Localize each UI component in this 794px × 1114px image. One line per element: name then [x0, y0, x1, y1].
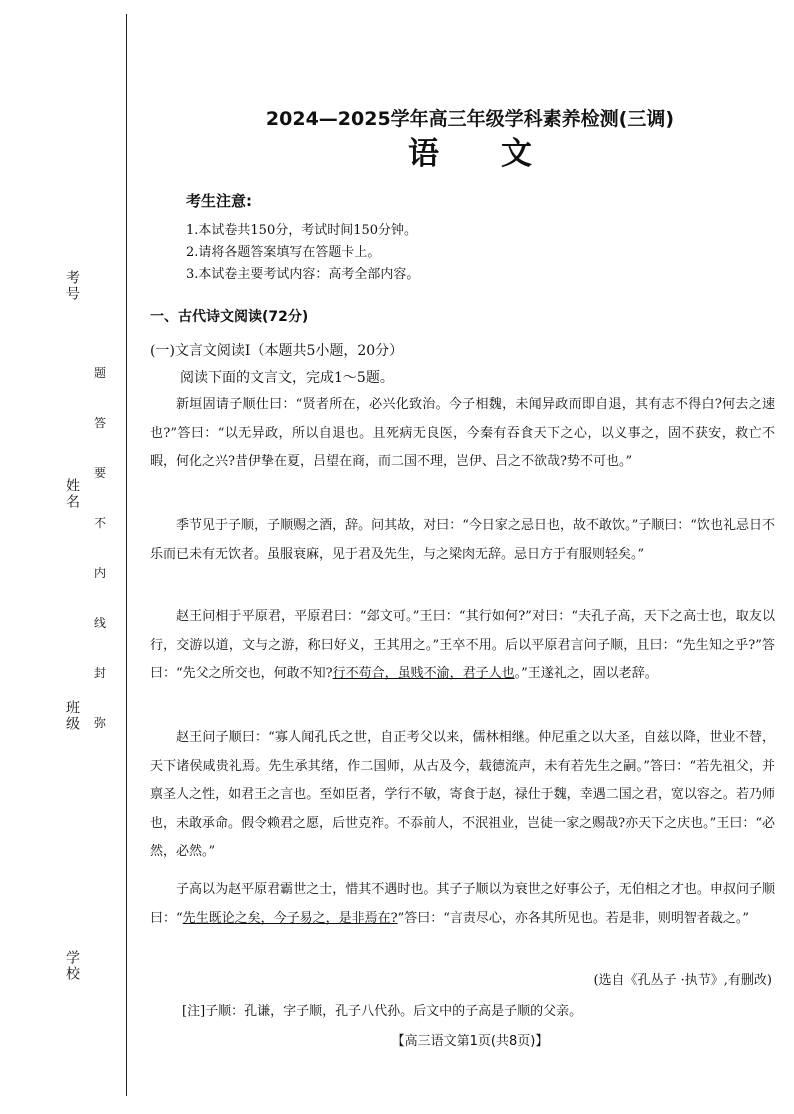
notice-heading: 考生注意: — [186, 192, 252, 210]
passage-text: ”答曰：“言责尽心，亦各其所见也。若是非，则明智者裁之。” — [397, 910, 750, 926]
passage-note: [注]子顺：孔谦，字子顺，孔子八代孙。后文中的子高是子顺的父亲。 — [182, 1004, 583, 1019]
seal-char: 线 — [94, 616, 107, 630]
seal-char: 内 — [94, 566, 107, 580]
passage-paragraph-1: 新垣固请子顺仕曰：“贤者所在，必兴化致治。今子相魏，未闻异政而即自退，其有志不得白?何去之速也?”答曰：“以无异政，所以自退也。且死病无良医，今秦有吞食天下之心，以义事之，固不获安，救亡不暇，何化之兴?昔伊挚在夏，吕望在商，而二国不理，岂伊、吕之不欲哉?势不可也。” — [150, 397, 775, 469]
notice-item: 3.本试卷主要考试内容：高考全部内容。 — [186, 267, 420, 282]
passage-text: 。”王遂礼之，固以老辞。 — [514, 666, 658, 681]
exam-number-label: 考号 — [64, 270, 80, 302]
passage-source: (选自《孔丛子 ·执节》,有删改) — [593, 973, 772, 988]
underlined-sentence-1: 行不苟合，虽贱不渝，君子人也 — [332, 666, 515, 681]
passage-text: 赵王问相于平原君，平原君曰：“郐文可。”王曰：“其行如何?”对曰：“夫孔子高，天下之高士也，取友以行，交游以道，文与之游，称曰好义，王其用之。”王卒不用。后以平原君言问子顺，且曰：“先生知之乎?”答曰：“先父之所交也，何敢不知? — [150, 609, 775, 681]
seal-char: 弥 — [94, 716, 107, 730]
binding-line — [126, 14, 127, 1096]
passage-paragraph-2: 季节见于子顺，子顺赐之酒，辞。问其故，对曰：“今日家之忌日也，故不敢饮。”子顺曰：“饮也礼忌日不乐而已未有无饮者。虽服衰麻，见于君及先生，与之梁肉无辞。忌日方于有服则轻矣。” — [150, 518, 775, 562]
passage-paragraph-5 — [150, 876, 775, 933]
school-label: 学校 — [64, 950, 80, 982]
seal-char: 封 — [94, 666, 107, 680]
name-label: 姓名 — [64, 478, 80, 510]
section-heading: 一、古代诗文阅读(72分) — [150, 309, 309, 325]
underlined-sentence-2: 先生既论之矣，今子易之，是非焉在? — [182, 910, 398, 926]
subject-title: 语文 — [408, 136, 594, 172]
class-label: 班级 — [64, 700, 80, 732]
seal-char: 题 — [94, 366, 107, 380]
seal-char: 要 — [94, 466, 107, 480]
seal-char: 不 — [94, 516, 107, 530]
exam-title: 2024—2025学年高三年级学科素养检测(三调) — [265, 108, 675, 130]
notice-item: 2.请将各题答案填写在答题卡上。 — [186, 245, 381, 260]
subsection-heading: (一)文言文阅读I（本题共5小题，20分） — [150, 343, 404, 359]
notice-item: 1.本试卷共150分，考试时间150分钟。 — [186, 223, 418, 238]
passage-paragraph-3 — [150, 603, 775, 689]
page-footer: 【高三语文第1页(共8页)】 — [391, 1034, 549, 1049]
passage-paragraph-4: 赵王问子顺曰：“寡人闻孔氏之世，自正考父以来，儒林相继。仲尼重之以大圣，自兹以降，世业不替，天下诸侯咸贵礼焉。先生承其绪，作二国师，从古及今，载德流声，未有若先生之嗣。”答曰：“若先祖父，并禀圣人之性，如君王之言也。至如臣者，学行不敏，寄食于赵，禄仕于魏，幸遇二国之君，宽以容之。若乃师也，未敢承命。假令赖君之愿，后世克祚。不忝前人，不泯祖业，岂徒一家之赐哉?亦天下之庆也。”王曰：“必然，必然。” — [150, 730, 775, 859]
instruction: 阅读下面的文言文，完成1～5题。 — [180, 370, 394, 386]
passage-text: 子高以为赵平原君霸世之士，惜其不遇时也。其子子顺以为衰世之好事公子，无伯相之才也。申叔问子顺曰：“ — [150, 882, 775, 926]
seal-char: 答 — [94, 416, 107, 430]
